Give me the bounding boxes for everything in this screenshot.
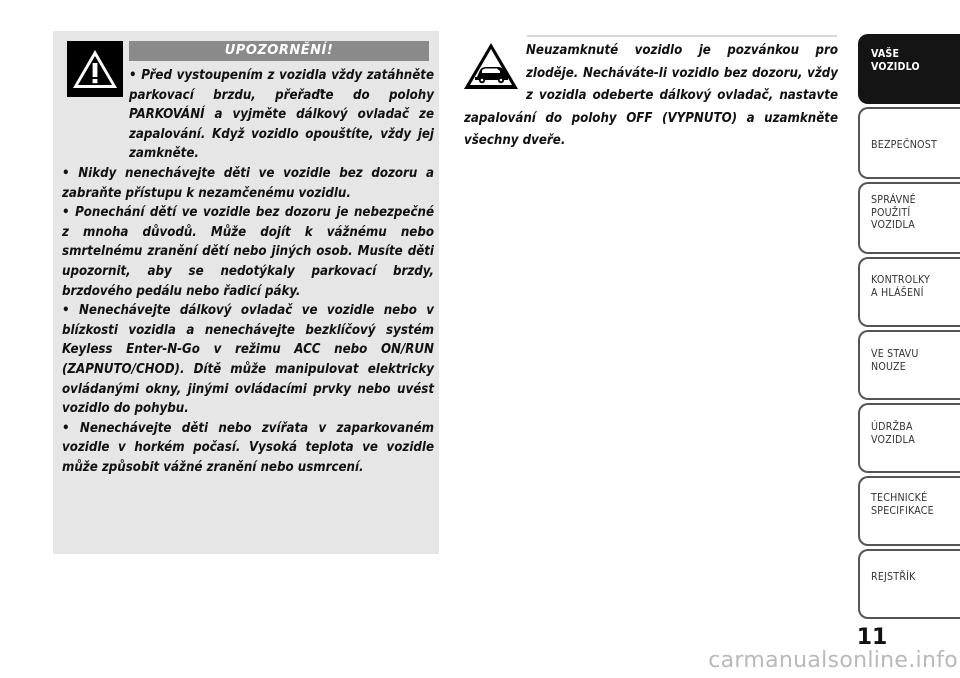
warning-item: • Ponechání dětí ve vozidle bez dozoru je nebezpečné z mnoha důvodů. Může dojít k vážnému nebo smrtelnému zranění dětí nebo jiných osob. Musíte děti upozornit, aby se nedotýkaly parkovací brzdy, brzdového pedálu nebo řadicí páky.	[62, 205, 434, 299]
car-warning-triangle-icon	[462, 40, 520, 92]
warning-item: • Nikdy nenechávejte děti ve vozidle bez dozoru a zabraňte přístupu k nezamčenému vozidlu.	[62, 165, 434, 201]
page-number: 11	[856, 625, 888, 650]
warning-text	[62, 66, 434, 477]
note-text: Neuzamknuté vozidlo je pozvánkou pro zloděje. Necháváte-li vozidlo bez dozoru, vždy z vozidla odeberte dálkový ovladač, nastavte zapalování do polohy OFF (VYPNUTO) a uzamkněte všechny dveře.	[464, 43, 838, 149]
tab-label: BEZPEČNOST	[871, 139, 938, 151]
tab-rejstrik[interactable]	[858, 549, 960, 619]
watermark: carmanualsonline.info	[708, 648, 958, 673]
tab-kontrolky-a-hlaseni[interactable]	[858, 257, 960, 327]
chapter-sidebar	[858, 0, 960, 678]
warning-item: • Nenechávejte dálkový ovladač ve vozidle nebo v blízkosti vozidla a nenechávejte bezklíčový systém Keyless Enter-N-Go v režimu ACC nebo ON/RUN (ZAPNUTO/CHOD). Dítě může manipulovat elektricky ovládanými okny, jinými ovládacími prvky nebo uvést vozidlo do pohybu.	[62, 303, 434, 417]
note-divider	[527, 35, 837, 37]
tab-bezpecnost[interactable]	[858, 107, 960, 179]
note-paragraph	[464, 40, 838, 153]
warning-header: UPOZORNĚNÍ!	[129, 41, 429, 61]
warning-box	[53, 31, 439, 554]
warning-item: • Nenechávejte děti nebo zvířata v zaparkovaném vozidle v horkém počasí. Vysoká teplota ve vozidle může způsobit vážné zranění nebo usmrcení.	[62, 420, 434, 475]
tab-label: KONTROLKY A HLÁŠENÍ	[871, 274, 931, 299]
tab-spravne-pouziti-vozidla[interactable]	[858, 182, 960, 254]
tab-label: VE STAVU NOUZE	[871, 348, 919, 373]
tab-ve-stavu-nouze[interactable]	[858, 330, 960, 400]
tab-udrzba-vozidla[interactable]	[858, 403, 960, 473]
warning-item: • Před vystoupením z vozidla vždy zatáhněte parkovací brzdu, přeřaďte do polohy PARKOVÁNÍ a vyjměte dálkový ovladač ze zapalování. Když vozidlo opouštíte, vždy jej zamkněte.	[129, 68, 434, 162]
tab-label: TECHNICKÉ SPECIFIKACE	[871, 492, 934, 517]
tab-vase-vozidlo[interactable]	[858, 34, 960, 104]
tab-label: VAŠE VOZIDLO	[871, 48, 920, 73]
tab-label: SPRÁVNÉ POUŽITÍ VOZIDLA	[871, 194, 916, 231]
tab-label: REJSTŘÍK	[871, 571, 916, 583]
tab-technicke-specifikace[interactable]	[858, 476, 960, 546]
tab-label: ÚDRŽBA VOZIDLA	[871, 421, 915, 446]
